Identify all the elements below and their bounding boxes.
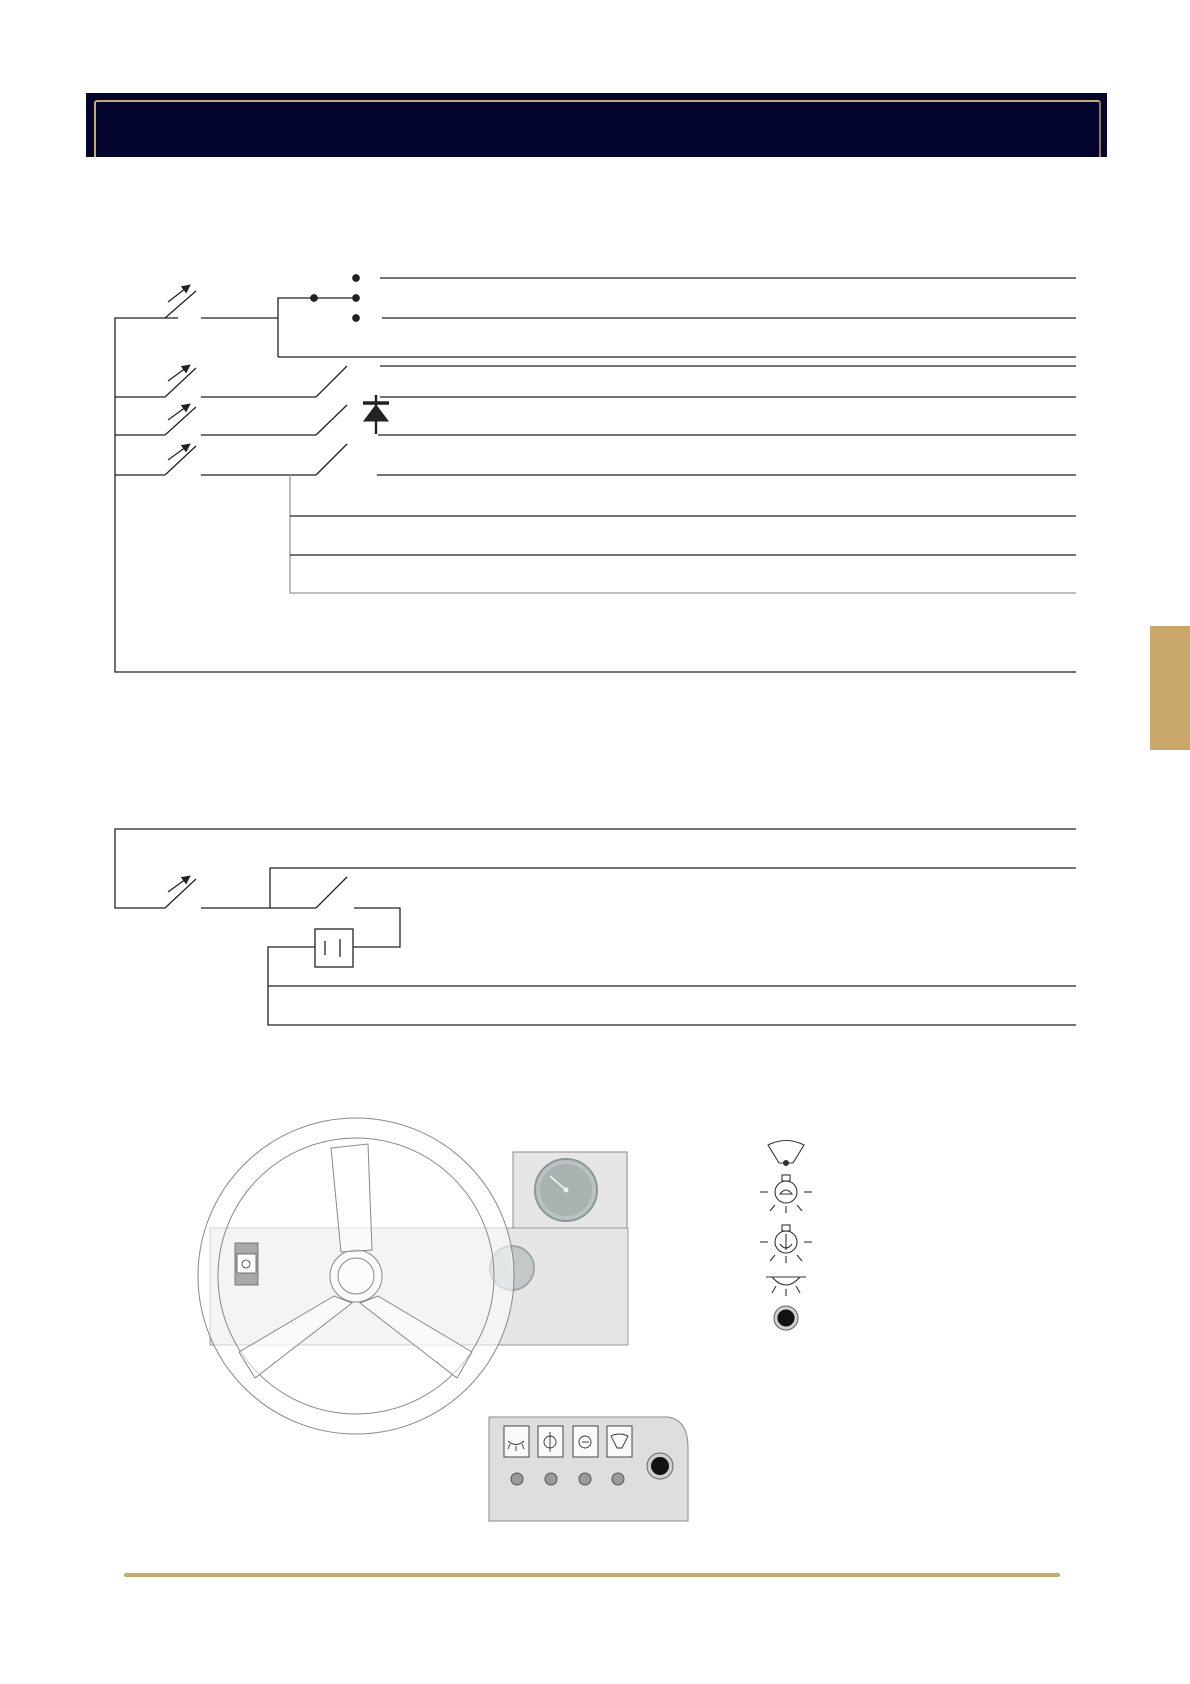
switch-5 (165, 876, 196, 908)
horn-button-icon (647, 1453, 673, 1479)
switch-main (165, 285, 196, 318)
instrument-light-icon (573, 1426, 598, 1457)
navigation-light-icon (504, 1426, 529, 1457)
contact-dot (311, 295, 317, 301)
dashboard-illustration (198, 1118, 688, 1521)
indicator-lamp (545, 1473, 557, 1485)
switch-panel (489, 1417, 688, 1521)
navigation-light-icon (766, 1277, 806, 1296)
diode-icon (363, 395, 389, 434)
wire (270, 868, 1076, 908)
relay-contact (316, 444, 347, 475)
main-bus-wire (115, 318, 1076, 672)
wiper-icon (607, 1426, 632, 1457)
switch-4 (165, 444, 196, 475)
indicator-lamp (612, 1473, 624, 1485)
branch-wire (290, 475, 1076, 593)
anchor-light-icon (760, 1225, 812, 1263)
instrument-light-icon (760, 1175, 812, 1213)
relay-contact (316, 877, 347, 908)
circuit-diagram-secondary (115, 829, 1076, 1025)
circuit-diagram-main (115, 275, 1076, 672)
indicator-lamp (511, 1473, 523, 1485)
wire (352, 908, 400, 947)
speedometer-icon (535, 1159, 597, 1221)
contact-dot (353, 275, 359, 281)
footer-divider (124, 1573, 1060, 1577)
switch-2 (165, 365, 196, 397)
relay-contact (316, 405, 347, 435)
relay-contact (316, 366, 347, 397)
switch-3 (165, 404, 196, 435)
wire (278, 298, 356, 357)
relay-box (315, 929, 353, 967)
indicator-lamp (579, 1473, 591, 1485)
legend-icons (760, 1141, 812, 1331)
contact-dot (353, 295, 359, 301)
horn-button-icon (774, 1306, 798, 1330)
instrument-light-switch-icon (235, 1243, 258, 1285)
anchor-light-icon (538, 1426, 563, 1457)
wiper-icon (768, 1141, 804, 1166)
contact-dot (353, 315, 359, 321)
